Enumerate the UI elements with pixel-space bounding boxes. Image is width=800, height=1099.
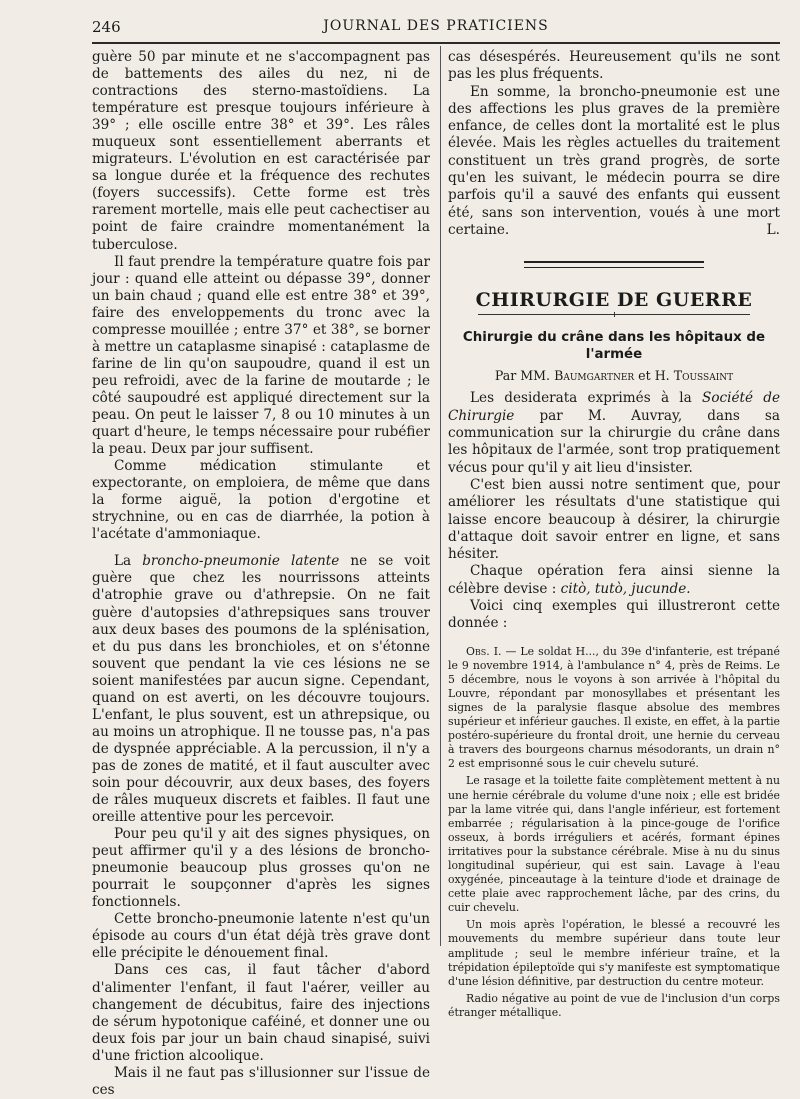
paragraph: Il faut prendre la température quatre fois par jour : quand elle atteint ou dépasse 39°, donner un bain chaud ; quand elle est entre 38° et 39°, faire des enveloppements du tronc avec la compresse mouillée ; entre 37° et 38°, se borner à mettre un cataplasme sinapisé : cataplasme de farine de lin qu'on saupoudre, quand il est un peu refroidi, avec de la farine de moutarde ; le côté saupoudré est appliqué directement sur la peau. On peut le laisser 7, 8 ou 10 minutes à un quart d'heure, le temps nécessaire pour rubéfier la peau. Deux par jour suffisent. <box>92 253 430 458</box>
paragraph <box>448 84 780 240</box>
paragraph: Un mois après l'opération, le blessé a recouvré les mouvements du membre supérieur dans toute leur amplitude ; seul le membre inférieur traîne, et la trépidation épileptoïde qui s'y manifeste est symptomatique d'une lésion définitive, par destruction du centre moteur. <box>448 918 780 988</box>
text-run: En somme, la broncho-pneumonie est une des affections les plus graves de la première enfance, de celles dont la mortalité est le plus élevée. Mais les règles actuelles du traitement constituent un très grand progrès, de sorte qu'en les suivant, le médecin pourra se dire parfois qu'il a sauvé des enfants qui eussent été, sans son intervention, voués à une mort certaine. <box>448 83 780 238</box>
paragraph: cas désespérés. Heureusement qu'ils ne sont pas les plus fréquents. <box>448 49 780 83</box>
page-number: 246 <box>92 18 121 36</box>
case-observation <box>448 645 780 1020</box>
text-run: par M. Auvray, dans sa communication sur la chirurgie du crâne dans les hôpitaux de l'armée, sont trop pratiquement vécus pour qu'il y ait lieu d'insister. <box>448 407 780 476</box>
running-title: JOURNAL DES PRATICIENS <box>323 18 549 34</box>
observation-label: Obs. I. <box>466 644 502 658</box>
text-run: La <box>114 553 143 570</box>
paragraph: Le rasage et la toilette faite complètement mettent à nu une hernie cérébrale du volume d'une noix ; elle est bridée par la lame vitrée qui, dans l'angle inférieur, est fortement embarrée ; régularisation à la pince-gouge de l'orifice osseux, à bords irréguliers et acérés, formant épines irritatives pour la substance cérébrale. Mise à nu du sinus longitudinal supérieur, qui est sain. Lavage à l'eau oxygénée, pinceautage à la teinture d'iode et drainage de cette plaie avec rapprochement lâche, par des crins, du cuir chevelu. <box>448 774 780 915</box>
header-rule <box>92 42 780 44</box>
paragraph: Voici cinq exemples qui illustreront cette donnée : <box>448 598 780 632</box>
italic-term: broncho-pneumonie latente <box>142 553 340 570</box>
paragraph: Pour peu qu'il y ait des signes physiques, on peut affirmer qu'il y a des lésions de broncho-pneumonie beaucoup plus grosses qu'on ne pourrait le soupçonner d'après les signes fonctionnels. <box>92 826 430 911</box>
italic-motto: citò, tutò, jucunde. <box>560 580 691 597</box>
paragraph: C'est bien aussi notre sentiment que, pour améliorer les résultats d'une statistique qui laisse encore beaucoup à désirer, la chirurgie d'attaque doit savoir entrer en ligne, et sans hésiter. <box>448 476 780 563</box>
left-column <box>92 49 430 1099</box>
section-title: CHIRURGIE DE GUERRE <box>475 289 753 312</box>
title-rule <box>478 314 750 315</box>
page-header <box>92 18 780 40</box>
author-name: Toussaint <box>673 368 734 384</box>
text-run: Les desiderata exprimés à la <box>470 390 702 407</box>
text-run: Chaque opération fera ainsi sienne la célèbre devise : <box>448 563 780 597</box>
column-divider <box>440 46 441 946</box>
paragraph <box>448 390 780 476</box>
paragraph <box>448 563 780 598</box>
paragraph: Dans ces cas, il faut tâcher d'abord d'alimenter l'enfant, il faut l'aérer, veiller au changement de décubitus, faire des injections de sérum hypotonique caféiné, et donner une ou deux fois par jour un bain chaud sinapisé, suivi d'une friction alcoolique. <box>92 962 430 1064</box>
byline <box>448 367 780 384</box>
byline-prefix: Par MM. <box>494 368 555 384</box>
paragraph: guère 50 par minute et ne s'accompagnent pas de battements des ailes du nez, ni de contractions des sterno-mastoïdiens. La température est presque toujours inférieure à 39° ; elle oscille entre 38° et 39°. Les râles muqueux sont essentiellement aberrants et migrateurs. L'évolution en est caractérisée par sa longue durée et la fréquence des rechutes (foyers successifs). Cette forme est très rarement mortelle, mais elle peut cachectiser au point de faire craindre momentanément la tuberculose. <box>92 49 430 253</box>
italic-term: Société de Chirurgie <box>448 390 781 424</box>
author-name: Baumgartner <box>554 368 635 384</box>
paragraph <box>448 645 780 772</box>
right-column <box>448 49 780 1020</box>
paragraph <box>92 553 430 826</box>
paragraph: Cette broncho-pneumonie latente n'est qu'un épisode au cours d'un état déjà très grave dont elle précipite le dénouement final. <box>92 911 430 962</box>
signature: L. <box>766 221 780 238</box>
paragraph: Mais il ne faut pas s'illusionner sur l'issue de ces <box>92 1064 430 1098</box>
paragraph: Comme médication stimulante et expectorante, on emploiera, de même que dans la forme aiguë, la potion d'ergotine et strychnine, ou en cas de diarrhée, la potion à l'acétate d'ammoniaque. <box>92 458 430 543</box>
section-separator <box>524 261 704 268</box>
paragraph: Radio négative au point de vue de l'inclusion d'un corps étranger métallique. <box>448 991 780 1019</box>
article-title: Chirurgie du crâne dans les hôpitaux de l'armée <box>462 329 766 362</box>
text-run: — Le soldat H..., du 39e d'infanterie, est trépané le 9 novembre 1914, à l'ambulance n° 4, près de Reims. Le 5 décembre, nous le voyons à son arrivée à l'hôpital du Louvre, répondant par monosyllabes et présentant les signes de la paralysie flasque absolue des membres supérieur et inférieur gauches. Il existe, en effet, à la partie postéro-supérieure du frontal droit, une hernie du cerveau à travers des bourgeons charnus mésodorants, un drain n° 2 est emprisonné sous le cuir chevelu suturé. <box>448 644 781 771</box>
byline-conjunction: et H. <box>634 368 674 384</box>
text-run: ne se voit guère que chez les nourrissons atteints d'atrophie grave ou d'athrepsie. On ne fait guère d'autopsies d'athrepsiques sans trouver aux deux bases des poumons de la splénisation, et du pus dans les bronchioles, et on s'étonne souvent que pendant la vie ces lésions ne se soient manifestées par aucun signe. Cependant, quand on est averti, on les découvre toujours. L'enfant, le plus souvent, est un athrepsique, ou au moins un atrophique. Il ne tousse pas, n'a pas de dyspnée appréciable. A la percussion, il n'y a pas de zones de matité, et il faut ausculter avec soin pour découvrir, aux deux bases, des foyers de râles muqueux discrets et faibles. Il faut une oreille attentive pour les percevoir. <box>92 553 430 826</box>
